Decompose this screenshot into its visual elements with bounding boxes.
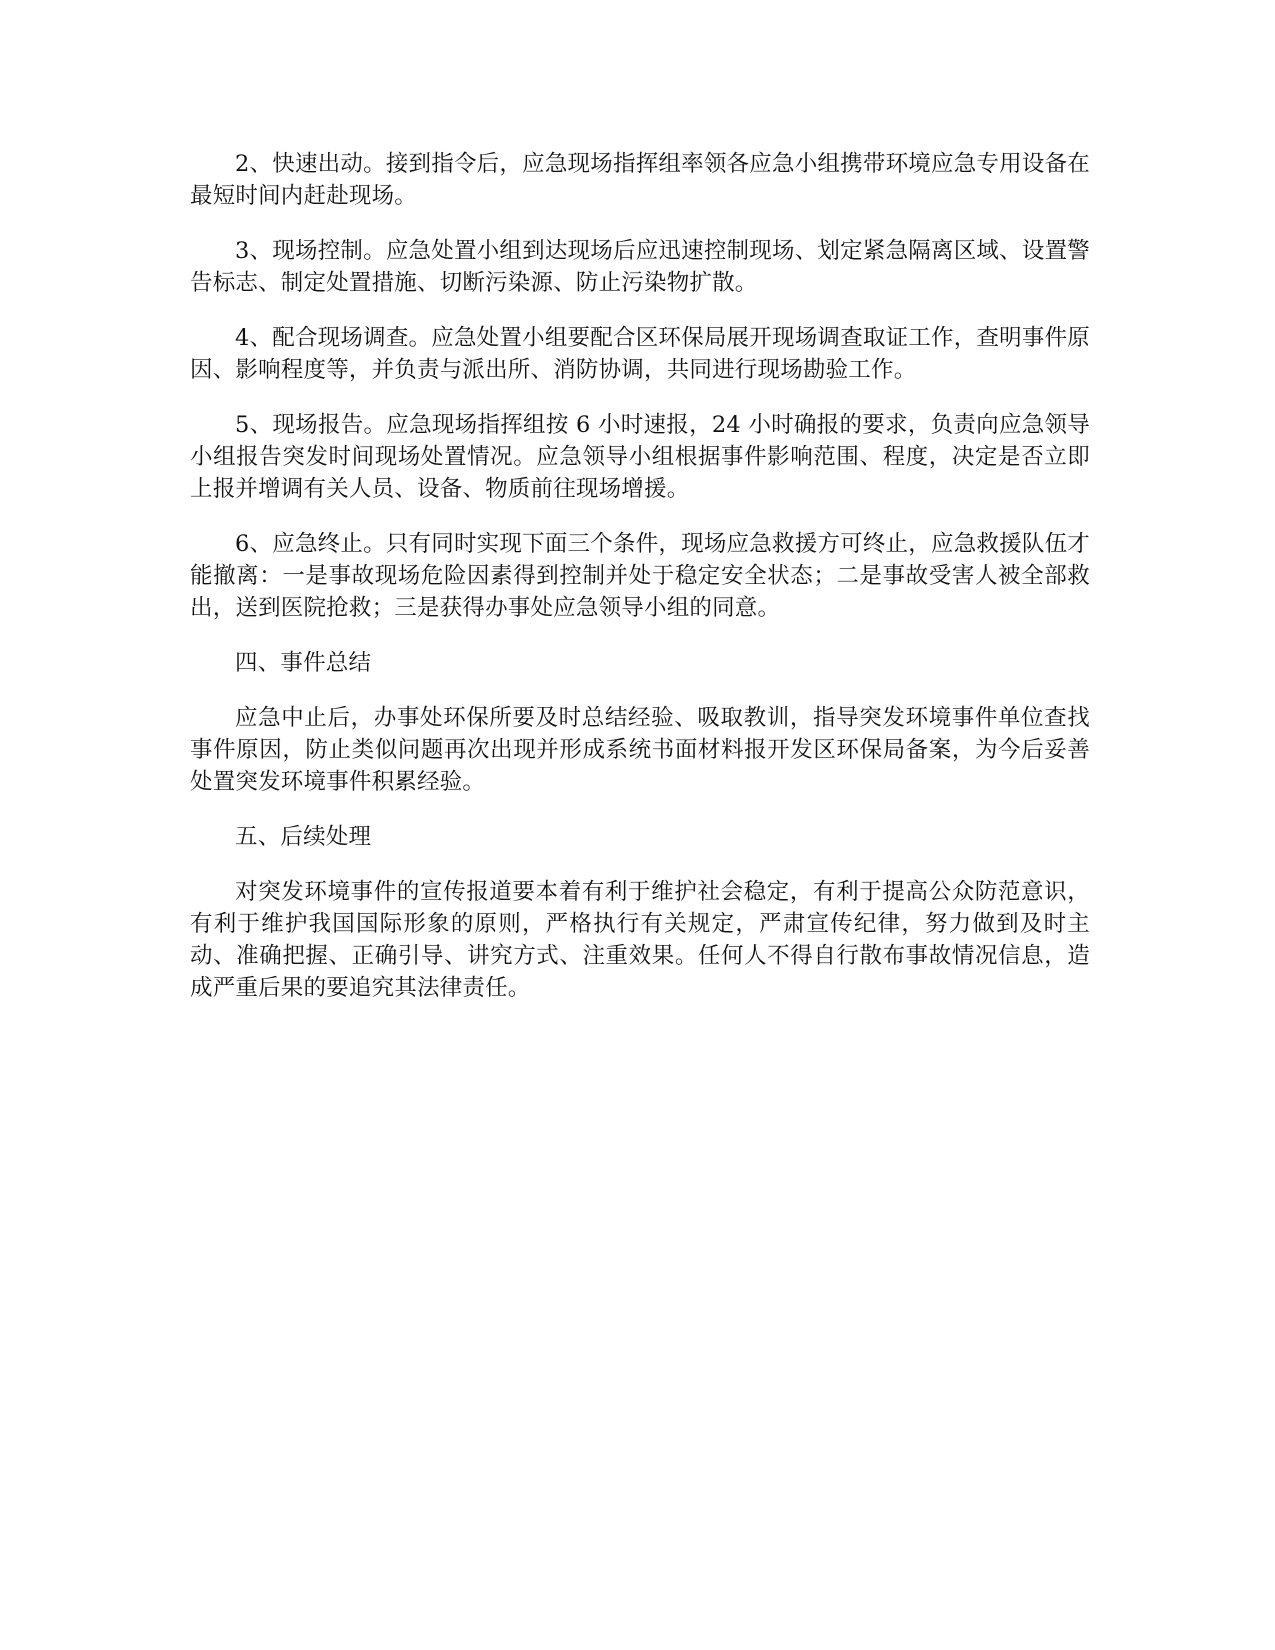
heading-follow-up: 五、后续处理 xyxy=(235,824,372,850)
paragraph-site-report: 5、现场报告。应急现场指挥组按 6 小时速报，24 小时确报的要求，负责向应急领导小组报告突发时间现场处置情况。应急领导小组根据事件影响范围、程度，决定是否立即上报并增调有关人员、设备、物质前往现场增援。 xyxy=(190,412,1090,502)
paragraph-site-control: 3、现场控制。应急处置小组到达现场后应迅速控制现场、划定紧急隔离区域、设置警告标志、制定处置措施、切断污染源、防止污染物扩散。 xyxy=(190,238,1090,296)
paragraph-site-investigation: 4、配合现场调查。应急处置小组要配合区环保局展开现场调查取证工作，查明事件原因、影响程度等，并负责与派出所、消防协调，共同进行现场勘验工作。 xyxy=(190,325,1090,383)
heading-event-summary: 四、事件总结 xyxy=(235,650,372,676)
paragraph-event-summary: 应急中止后，办事处环保所要及时总结经验、吸取教训，指导突发环境事件单位查找事件原因，防止类似问题再次出现并形成系统书面材料报开发区环保局备案，为今后妥善处置突发环境事件积累经验。 xyxy=(190,705,1090,795)
paragraph-follow-up: 对突发环境事件的宣传报道要本着有利于维护社会稳定，有利于提高公众防范意识，有利于维护我国国际形象的原则，严格执行有关规定，严肃宣传纪律，努力做到及时主动、准确把握、正确引导、讲究方式、注重效果。任何人不得自行散布事故情况信息，造成严重后果的要追究其法律责任。 xyxy=(190,879,1090,1001)
paragraph-quick-dispatch: 2、快速出动。接到指令后，应急现场指挥组率领各应急小组携带环境应急专用设备在最短时间内赶赴现场。 xyxy=(190,151,1090,209)
paragraph-emergency-termination: 6、应急终止。只有同时实现下面三个条件，现场应急救援方可终止，应急救援队伍才能撤离：一是事故现场危险因素得到控制并处于稳定安全状态；二是事故受害人被全部救出，送到医院抢救；三是获得办事处应急领导小组的同意。 xyxy=(190,531,1090,621)
document-body xyxy=(190,148,1090,1027)
